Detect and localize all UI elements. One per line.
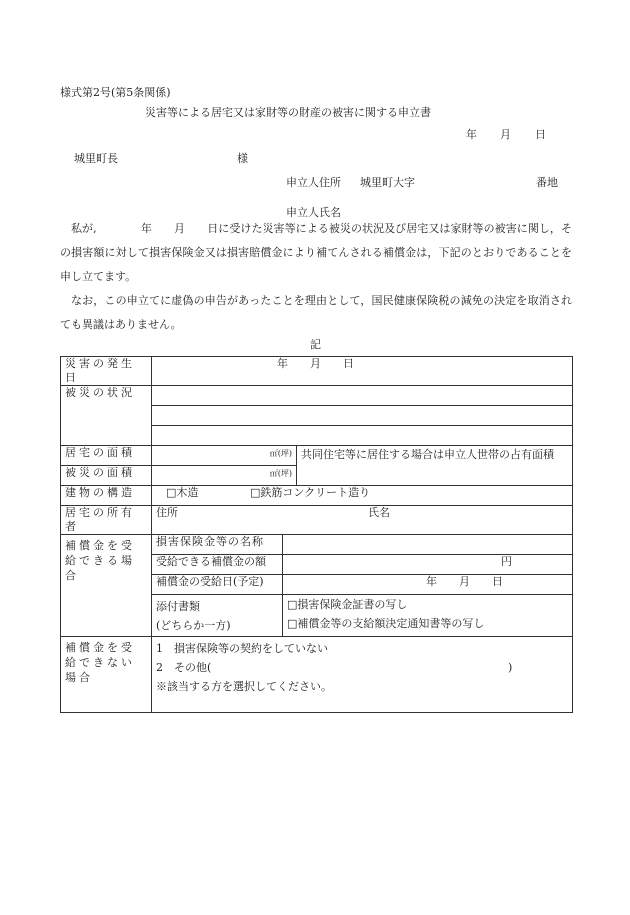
form-number: 様式第2号(第5条関係)	[60, 86, 171, 99]
house-area-field[interactable]	[152, 446, 297, 466]
owner-label: 居宅の所有者	[61, 506, 152, 535]
applicant-address-value: 城里町大字	[360, 176, 415, 189]
damage-form-table	[60, 356, 573, 713]
addressee-suffix: 様	[237, 152, 248, 165]
shared-housing-note: 共同住宅等に居住する場合は申立人世帯の占有面積	[297, 446, 573, 486]
damage-status-line-1[interactable]	[152, 386, 573, 406]
house-area-label: 居宅の面積	[61, 446, 152, 466]
damage-status-line-3[interactable]	[152, 426, 573, 446]
ki-heading: 記	[310, 338, 321, 351]
attachments-sub: (どちらか一方)	[156, 619, 231, 632]
not-receivable-option-other[interactable]: 2 その他(	[156, 661, 212, 674]
disaster-date-field[interactable]: 年 月 日	[152, 357, 573, 386]
addressee: 城里町長	[74, 152, 118, 165]
statement-paragraph: 私が, 年 月 日に受けた災害等による被災の状況及び居宅又は家財等の被害に関し，その損害額に対して損害保険金又は損害賠償金により補てんされる補償金は，下記のとおりであることを申し立てます。	[60, 222, 572, 283]
damaged-area-field[interactable]	[152, 466, 297, 486]
other-close-paren: )	[508, 661, 513, 674]
damaged-area-label: 被災の面積	[61, 466, 152, 486]
select-note: ※該当する方を選択してください。	[156, 680, 332, 693]
owner-address-label: 住所	[156, 506, 178, 519]
applicant-address-suffix: 番地	[536, 176, 558, 189]
not-receivable-option-no-contract[interactable]: 1 損害保険等の契約をしていない	[156, 642, 328, 655]
date-month-label: 月	[500, 128, 511, 141]
date-year-label: 年	[466, 128, 477, 141]
insurance-name-label: 損害保険金等の名称	[152, 535, 283, 555]
receipt-date-field[interactable]: 年 月 日	[283, 575, 573, 595]
structure-rc-checkbox[interactable]: □鉄筋コンクリート造り	[250, 486, 371, 499]
owner-name-label: 氏名	[368, 506, 390, 519]
damage-status-label: 被災の状況	[61, 386, 152, 446]
structure-wood-checkbox[interactable]: □木造	[166, 486, 199, 499]
attachment-payment-notice-checkbox[interactable]: □補償金等の支給額決定通知書等の写し	[283, 617, 573, 637]
attachment-insurance-certificate-checkbox[interactable]: □損害保険金証書の写し	[283, 595, 573, 618]
applicant-name-label: 申立人氏名	[286, 206, 341, 219]
receipt-date-label: 補償金の受給日(予定)	[152, 575, 283, 595]
insurance-name-field[interactable]	[283, 535, 573, 555]
not-receivable-label: 補償金を受給できない場合	[61, 637, 152, 713]
structure-label: 建物の構造	[61, 486, 152, 506]
yen-unit: 円	[501, 555, 512, 568]
compensation-amount-field[interactable]	[283, 555, 573, 575]
receivable-label: 補償金を受給できる場合	[61, 535, 152, 637]
disclaimer-paragraph: なお，この申立てに虚偽の申告があったことを理由として，国民健康保険税の減免の決定を取消されても異議はありません。	[60, 294, 572, 331]
house-area-unit: ㎡(坪)	[269, 449, 292, 458]
disaster-date-label: 災害の発生日	[61, 357, 152, 386]
damaged-area-unit: ㎡(坪)	[269, 469, 292, 478]
applicant-address-label: 申立人住所	[286, 176, 341, 189]
attachments-label: 添付書類	[156, 600, 200, 613]
date-day-label: 日	[535, 128, 546, 141]
damage-status-line-2[interactable]	[152, 406, 573, 426]
document-title: 災害等による居宅又は家財等の財産の被害に関する申立書	[145, 106, 431, 119]
compensation-amount-label: 受給できる補償金の額	[152, 555, 283, 575]
